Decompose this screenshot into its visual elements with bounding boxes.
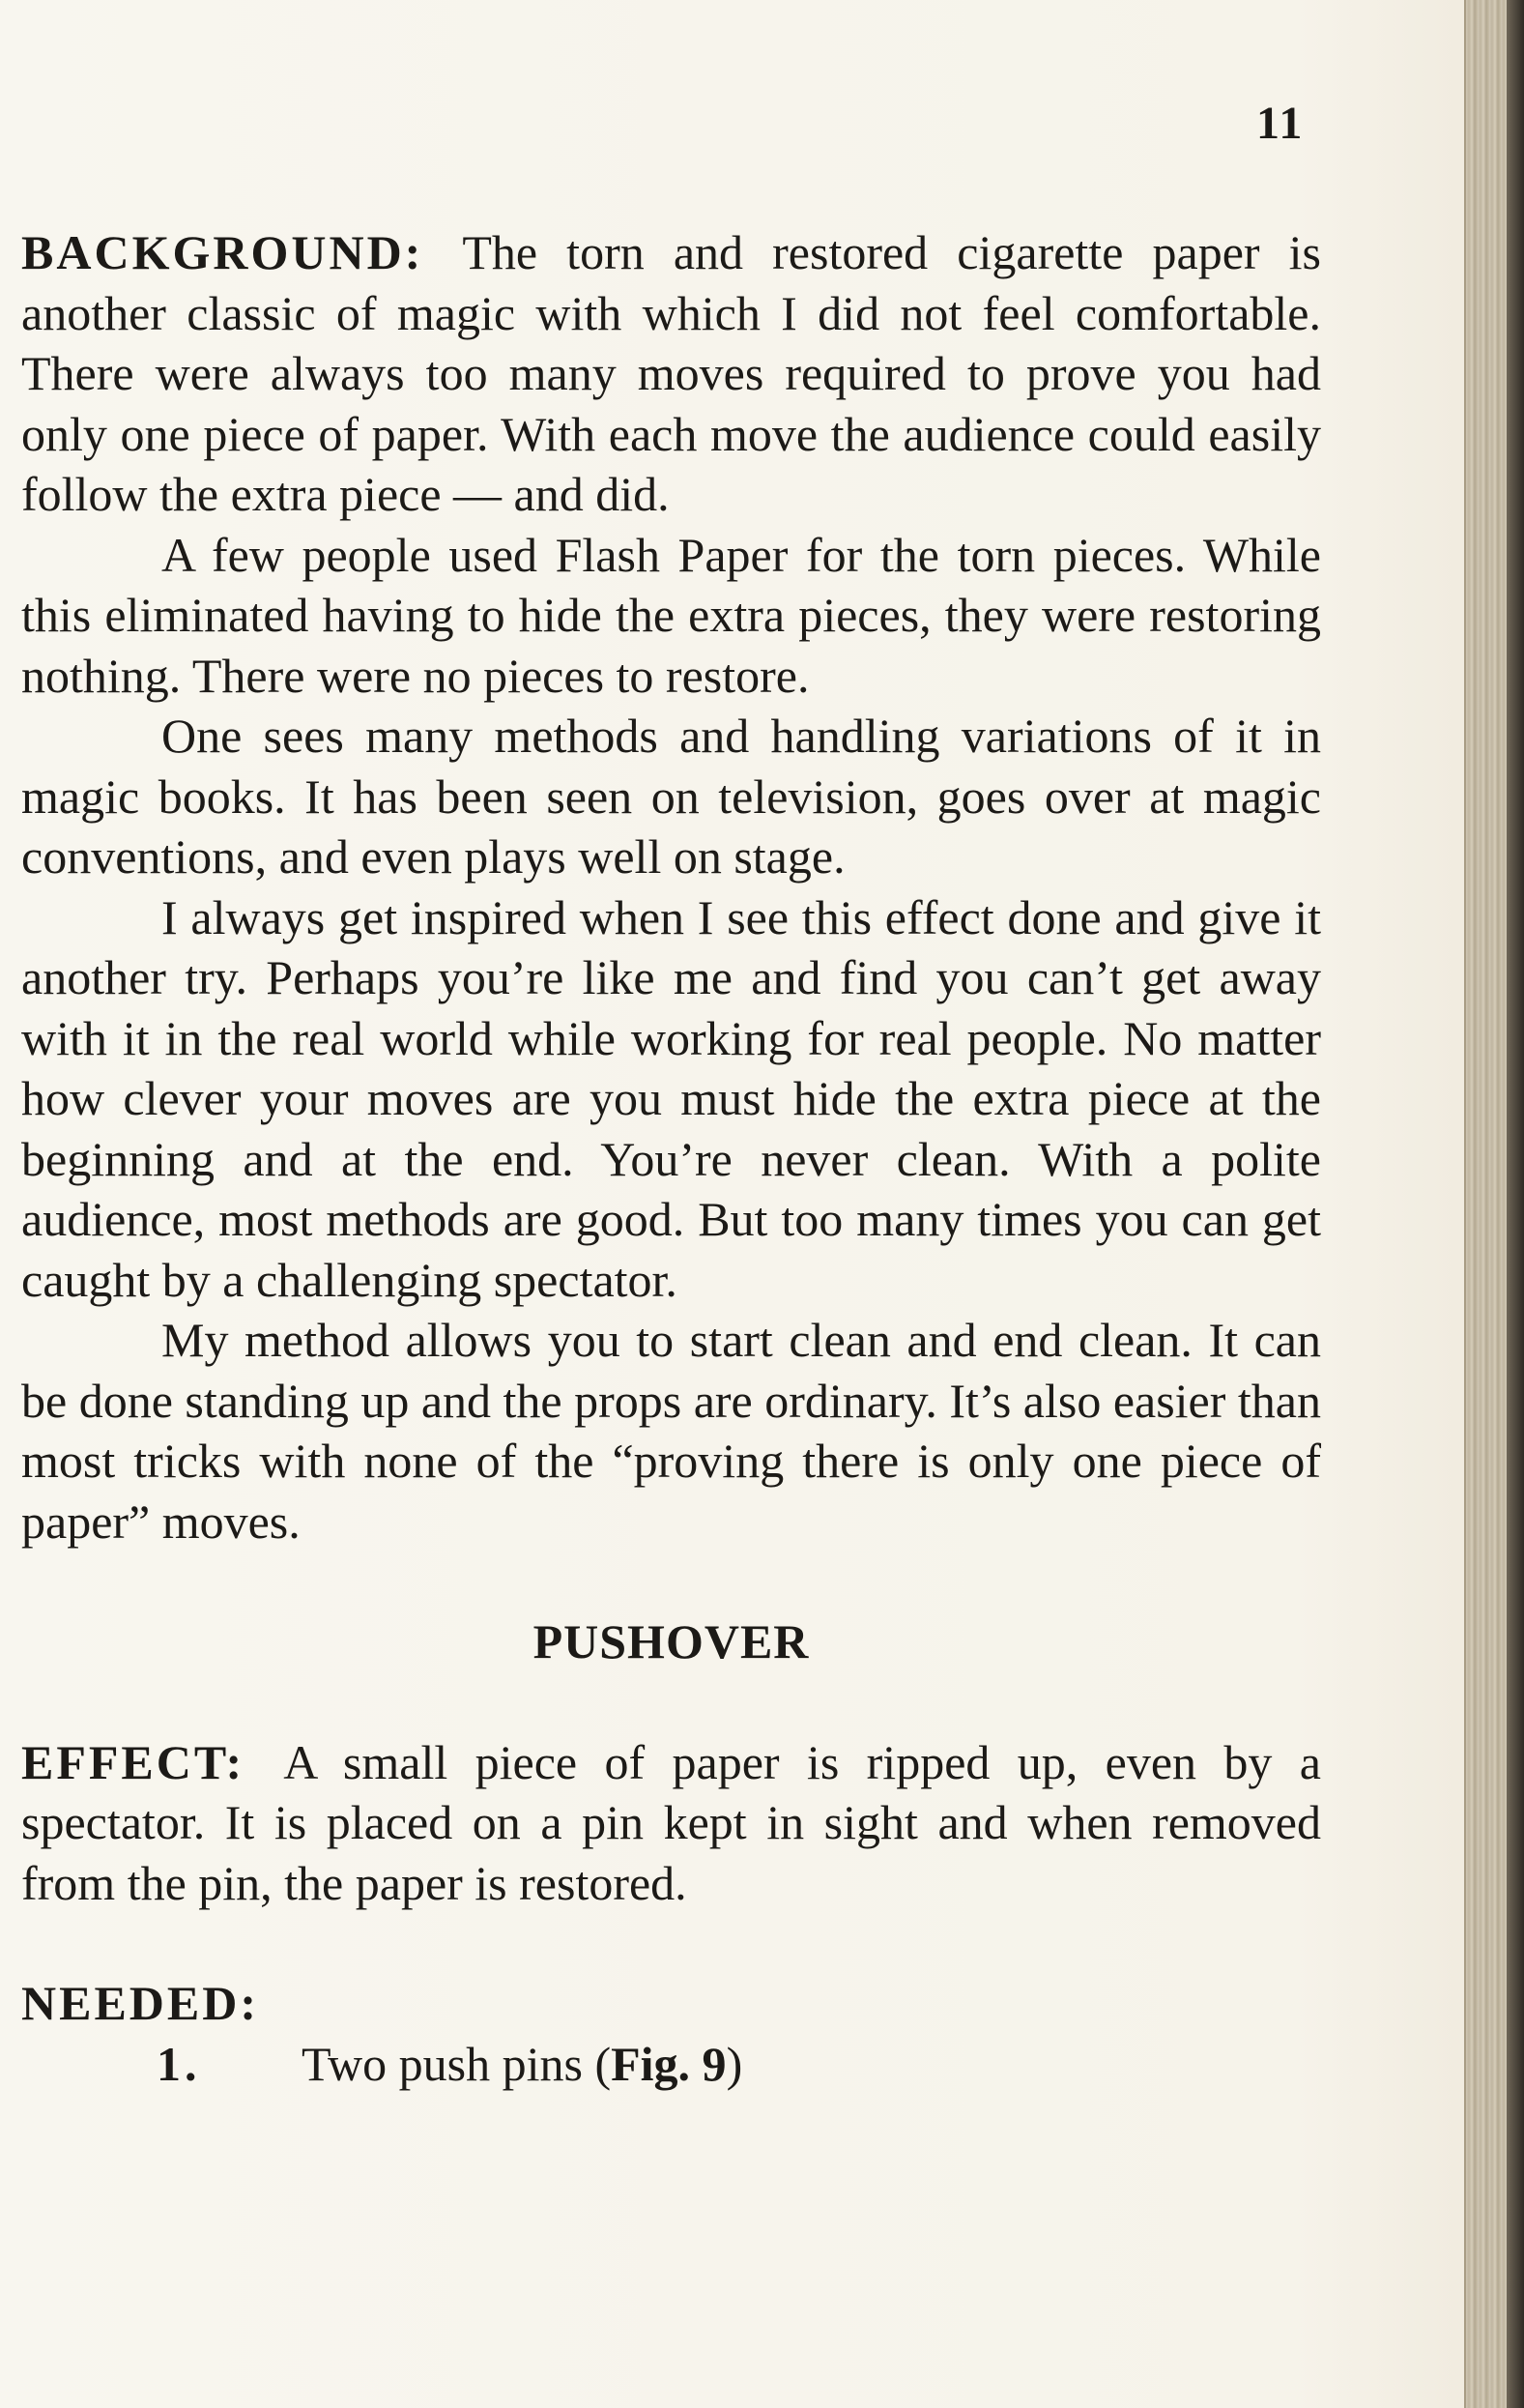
needed-item-number: 1. [157, 2036, 201, 2091]
effect-paragraph [21, 1732, 1321, 1914]
background-paragraph-4: I always get inspired when I see this effect done and give it another try. Perhaps you’re like me and find you can’t get away with it in the real world while working for real people. No matter how clever your moves are you must hide the extra piece at the beginning and at the end. You’re never clean. With a polite audience, most methods are good. But too many times you can get caught by a challenging spectator. [21, 889, 1321, 1307]
needed-item-text: Two push pins ( [302, 2036, 612, 2091]
needed-heading [21, 1973, 1321, 2034]
effect-label: EFFECT: [21, 1734, 245, 1789]
background-label: BACKGROUND: [21, 225, 424, 279]
background-paragraph-5: My method allows you to start clean and end clean. It can be done standing up and the props are ordinary. It’s also easier than most tricks with none of the “proving there is only one piece of paper” moves. [21, 1313, 1321, 1549]
effect-text: A small piece of paper is ripped up, even by a spectator. It is placed on a pin kept in sight and when removed from the pin, the paper is restored. [21, 1734, 1321, 1910]
page-number: 11 [1256, 98, 1305, 149]
background-paragraph-2: A few people used Flash Paper for the torn pieces. While this eliminated having to hide the extra pieces, they were restoring nothing. There were no pieces to restore. [21, 527, 1321, 703]
needed-item-1 [21, 2034, 1321, 2095]
section-title: PUSHOVER [532, 1614, 810, 1668]
background-paragraph-3: One sees many methods and handling variations of it in magic books. It has been seen on television, goes over at magic conventions, and even plays well on stage. [21, 709, 1321, 884]
background-text-1: The torn and restored cigarette paper is another classic of magic with which I did not feel comfortable. There were always too many moves required to prove you had only one piece of paper. With each move the audience could easily follow the extra piece — and did. [21, 225, 1321, 521]
book-fore-edge [1464, 0, 1524, 2408]
figure-reference: Fig. 9 [611, 2036, 727, 2091]
needed-label: NEEDED: [21, 1976, 260, 2030]
background-paragraph-1 [21, 222, 1321, 525]
body-text [21, 222, 1321, 2094]
needed-item-close: ) [726, 2036, 743, 2091]
spacer [21, 1913, 1321, 1973]
